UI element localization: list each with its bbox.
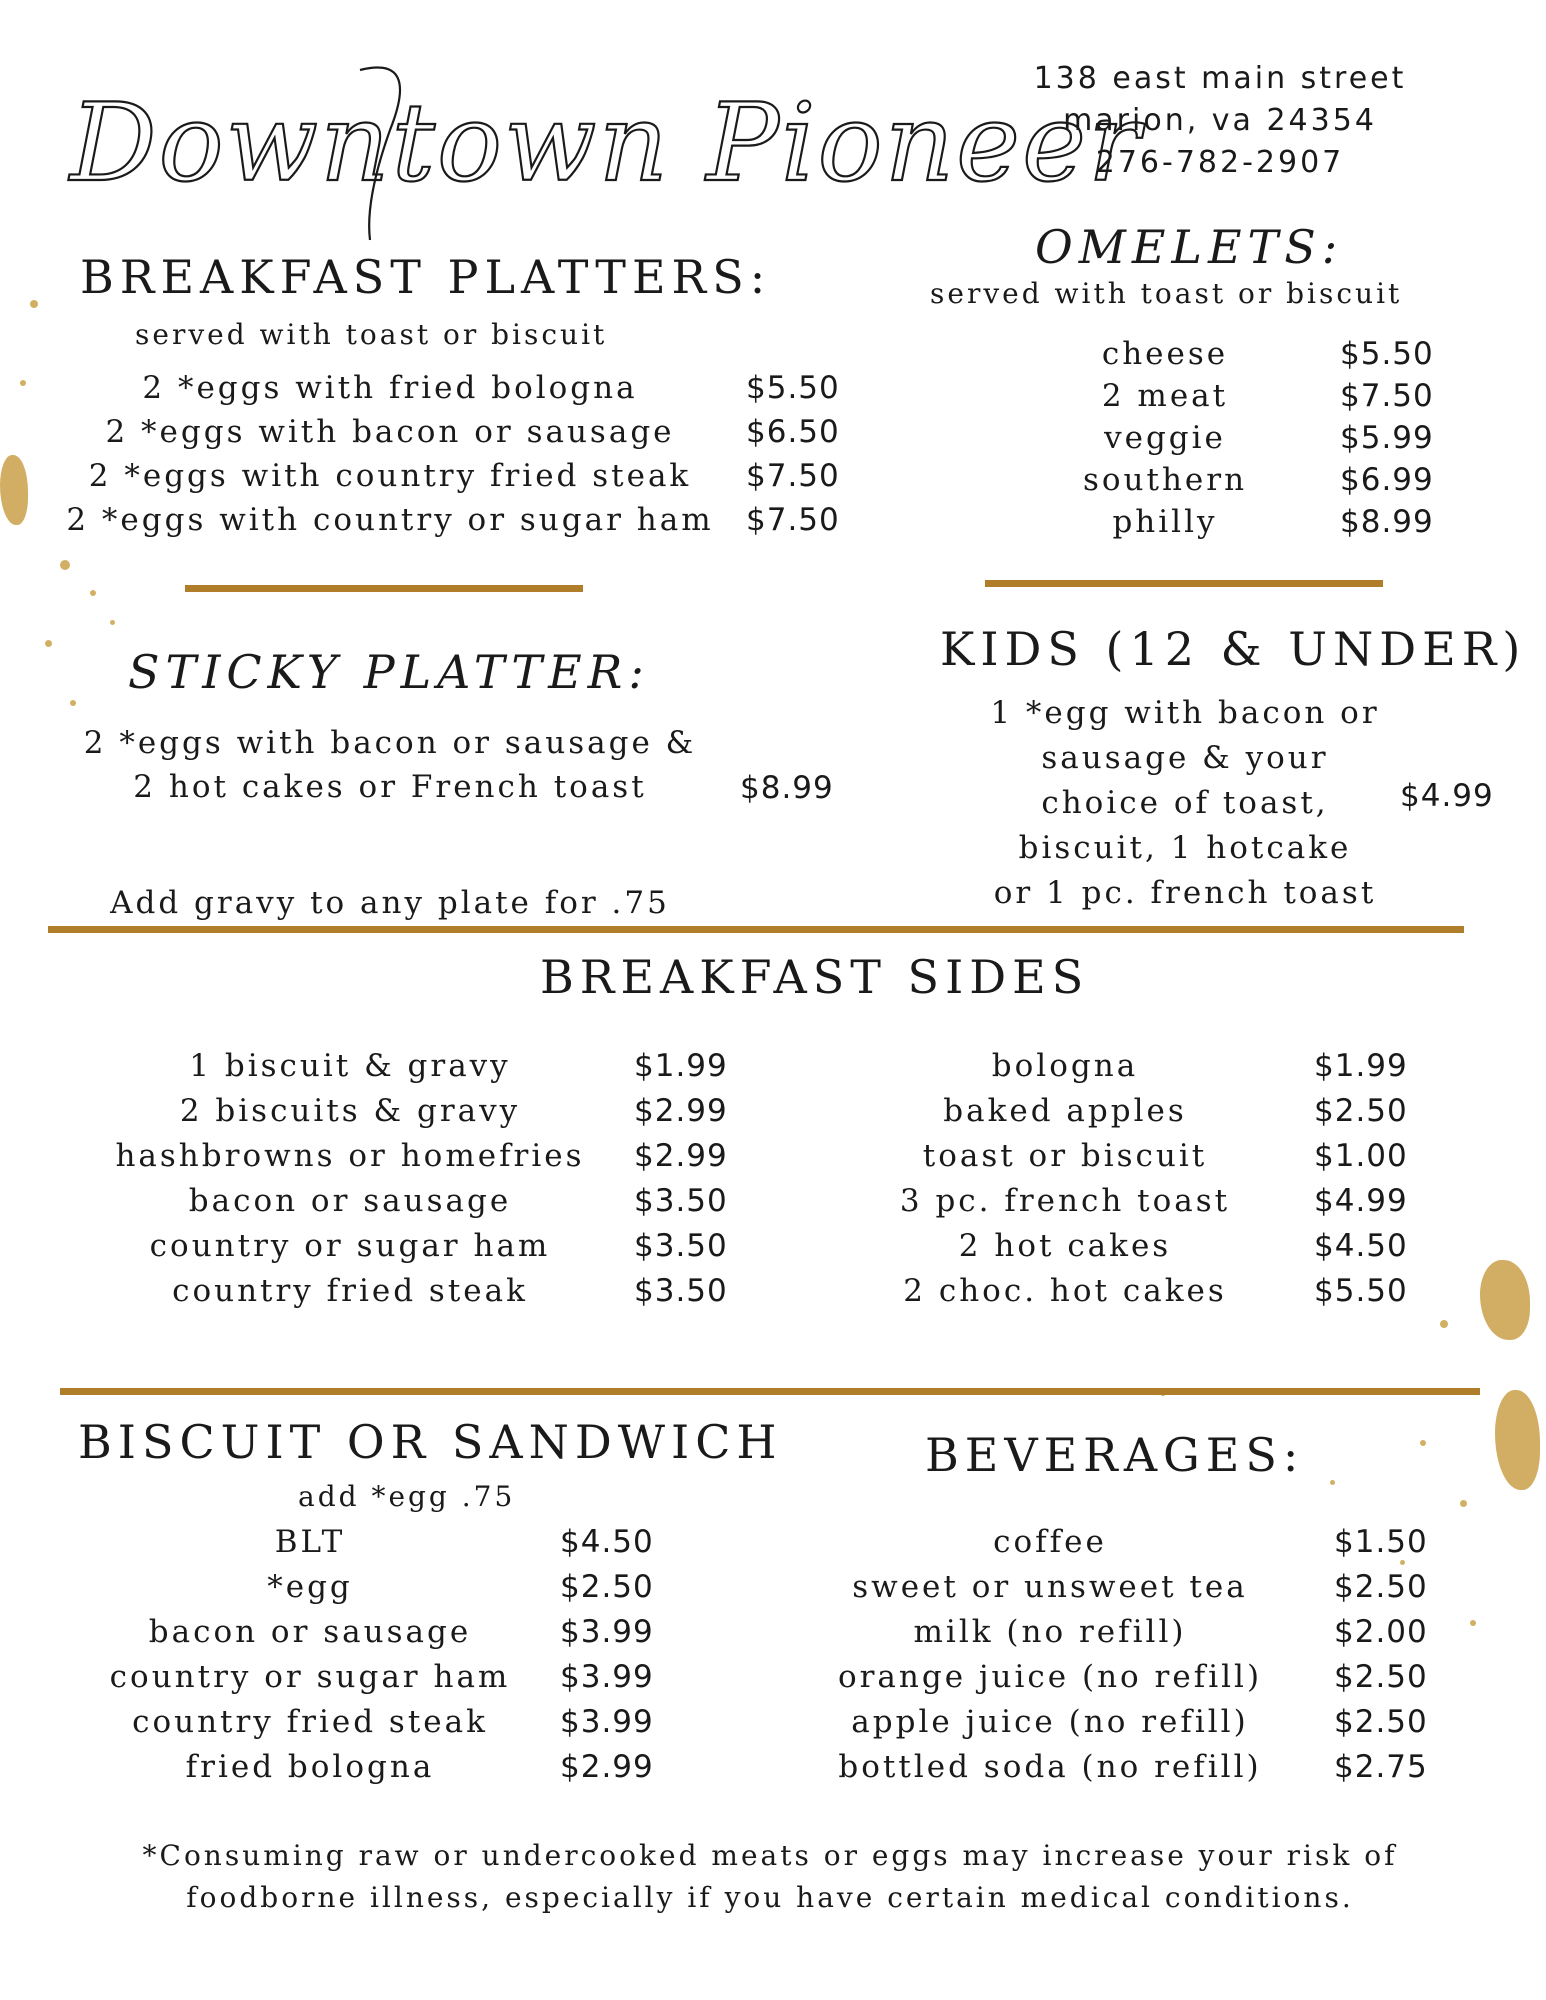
item-name: orange juice (no refill) xyxy=(837,1659,1263,1695)
list-item xyxy=(880,1048,1408,1093)
list-item xyxy=(60,414,840,458)
list-item xyxy=(820,1524,1428,1569)
item-price: $2.99 xyxy=(634,1093,728,1129)
sticky-platter-desc xyxy=(70,725,710,813)
item-price: $2.75 xyxy=(1334,1749,1428,1785)
item-price: $2.99 xyxy=(560,1749,654,1785)
item-price: $1.99 xyxy=(634,1048,728,1084)
item-price: $8.99 xyxy=(1340,504,1434,540)
item-name: country or sugar ham xyxy=(109,1659,511,1695)
item-price: $7.50 xyxy=(746,502,840,538)
list-item xyxy=(820,1569,1428,1614)
list-item xyxy=(880,1138,1408,1183)
biscuit-sandwich-title: BISCUIT OR SANDWICH xyxy=(78,1415,783,1469)
item-name: *egg xyxy=(267,1569,353,1605)
item-line: sausage & your xyxy=(1041,740,1329,776)
address-city: marion, va 24354 xyxy=(1063,103,1377,138)
gravy-note: Add gravy to any plate for .75 xyxy=(110,885,670,921)
list-item xyxy=(1040,378,1434,420)
item-price: $7.50 xyxy=(1340,378,1434,414)
item-name: 2 *eggs with bacon or sausage xyxy=(105,414,675,450)
list-item xyxy=(1040,462,1434,504)
item-price: $3.99 xyxy=(560,1659,654,1695)
list-item xyxy=(110,1138,728,1183)
item-name: coffee xyxy=(993,1524,1107,1560)
item-price: $3.50 xyxy=(634,1183,728,1219)
item-line: 2 hot cakes or French toast xyxy=(133,769,647,805)
health-disclaimer xyxy=(60,1835,1480,1919)
beverages-title: BEVERAGES: xyxy=(925,1428,1305,1482)
item-name: 2 biscuits & gravy xyxy=(179,1093,521,1129)
breakfast-platters-subtitle: served with toast or biscuit xyxy=(135,318,608,351)
item-price: $2.50 xyxy=(1334,1659,1428,1695)
item-price: $6.50 xyxy=(746,414,840,450)
item-price: $1.50 xyxy=(1334,1524,1428,1560)
breakfast-platters-list xyxy=(60,370,840,546)
list-item xyxy=(100,1704,654,1749)
item-name: philly xyxy=(1112,504,1218,540)
item-price: $2.50 xyxy=(560,1569,654,1605)
list-item xyxy=(820,1659,1428,1704)
list-item xyxy=(1040,336,1434,378)
list-item xyxy=(60,502,840,546)
list-item xyxy=(880,1093,1408,1138)
item-name: fried bologna xyxy=(185,1749,435,1785)
list-item xyxy=(110,1093,728,1138)
brand-logo xyxy=(60,40,1142,250)
item-name: 1 biscuit & gravy xyxy=(189,1048,511,1084)
breakfast-platters-title: BREAKFAST PLATTERS: xyxy=(80,250,772,304)
item-name: milk (no refill) xyxy=(913,1614,1187,1650)
list-item xyxy=(880,1183,1408,1228)
kids-desc xyxy=(960,695,1410,920)
item-name: sweet or unsweet tea xyxy=(852,1569,1248,1605)
list-item xyxy=(820,1704,1428,1749)
item-name: country or sugar ham xyxy=(149,1228,551,1264)
divider xyxy=(185,585,583,592)
item-name: BLT xyxy=(274,1524,346,1560)
item-name: veggie xyxy=(1104,420,1226,456)
item-price: $2.50 xyxy=(1334,1704,1428,1740)
breakfast-sides-right-list xyxy=(880,1048,1408,1318)
item-price: $4.99 xyxy=(1314,1183,1408,1219)
item-name: bacon or sausage xyxy=(148,1614,472,1650)
item-name: bologna xyxy=(991,1048,1139,1084)
list-item xyxy=(1040,420,1434,462)
list-item xyxy=(880,1273,1408,1318)
item-name: apple juice (no refill) xyxy=(851,1704,1249,1740)
item-name: toast or biscuit xyxy=(922,1138,1208,1174)
omelets-list xyxy=(1040,336,1434,546)
item-price: $3.99 xyxy=(560,1704,654,1740)
item-name: 2 hot cakes xyxy=(958,1228,1172,1264)
item-price: $5.50 xyxy=(1314,1273,1408,1309)
address-street: 138 east main street xyxy=(1033,61,1407,96)
address-block xyxy=(1000,58,1440,184)
list-item xyxy=(880,1228,1408,1273)
kids-price: $4.99 xyxy=(1400,778,1494,814)
list-item xyxy=(100,1659,654,1704)
divider xyxy=(60,1388,1480,1395)
sticky-platter-title: STICKY PLATTER: xyxy=(128,645,650,699)
divider xyxy=(985,580,1383,587)
item-line: 1 *egg with bacon or xyxy=(990,695,1380,731)
item-price: $5.99 xyxy=(1340,420,1434,456)
item-price: $7.50 xyxy=(746,458,840,494)
item-price: $6.99 xyxy=(1340,462,1434,498)
item-price: $2.50 xyxy=(1334,1569,1428,1605)
item-price: $3.50 xyxy=(634,1228,728,1264)
breakfast-sides-title: BREAKFAST SIDES xyxy=(540,950,1090,1004)
item-line: biscuit, 1 hotcake xyxy=(1018,830,1352,866)
item-name: 2 *eggs with country or sugar ham xyxy=(66,502,714,538)
list-item xyxy=(110,1273,728,1318)
sticky-platter-price: $8.99 xyxy=(740,770,834,806)
item-name: bacon or sausage xyxy=(188,1183,512,1219)
disclaimer-line: foodborne illness, especially if you have certain medical conditions. xyxy=(186,1881,1354,1914)
svg-text:Downtown Pioneer: Downtown Pioneer xyxy=(70,81,1142,206)
item-name: country fried steak xyxy=(172,1273,528,1309)
item-name: country fried steak xyxy=(132,1704,488,1740)
beverages-list xyxy=(820,1524,1428,1794)
list-item xyxy=(110,1183,728,1228)
item-name: 2 choc. hot cakes xyxy=(903,1273,1227,1309)
item-price: $3.99 xyxy=(560,1614,654,1650)
item-price: $1.00 xyxy=(1314,1138,1408,1174)
divider xyxy=(48,926,1464,933)
item-name: 3 pc. french toast xyxy=(899,1183,1231,1219)
list-item xyxy=(110,1228,728,1273)
item-name: bottled soda (no refill) xyxy=(838,1749,1262,1785)
item-line: or 1 pc. french toast xyxy=(993,875,1377,911)
item-name: baked apples xyxy=(943,1093,1187,1129)
breakfast-sides-left-list xyxy=(110,1048,728,1318)
item-price: $1.99 xyxy=(1314,1048,1408,1084)
omelets-subtitle: served with toast or biscuit xyxy=(930,277,1403,310)
address-phone: 276-782-2907 xyxy=(1095,145,1345,180)
item-line: choice of toast, xyxy=(1041,785,1329,821)
item-price: $5.50 xyxy=(1340,336,1434,372)
item-name: southern xyxy=(1082,462,1248,498)
list-item xyxy=(100,1524,654,1569)
list-item xyxy=(100,1569,654,1614)
item-price: $4.50 xyxy=(1314,1228,1408,1264)
item-price: $2.99 xyxy=(634,1138,728,1174)
kids-title: KIDS (12 & UNDER) xyxy=(940,622,1527,676)
disclaimer-line: *Consuming raw or undercooked meats or eggs may increase your risk of xyxy=(142,1839,1398,1872)
item-price: $2.50 xyxy=(1314,1093,1408,1129)
item-line: 2 *eggs with bacon or sausage & xyxy=(83,725,697,761)
item-name: 2 *eggs with country fried steak xyxy=(88,458,692,494)
list-item xyxy=(820,1614,1428,1659)
item-name: cheese xyxy=(1101,336,1229,372)
item-name: 2 meat xyxy=(1101,378,1229,414)
item-price: $3.50 xyxy=(634,1273,728,1309)
item-name: hashbrowns or homefries xyxy=(115,1138,585,1174)
list-item xyxy=(1040,504,1434,546)
list-item xyxy=(100,1749,654,1794)
item-price: $4.50 xyxy=(560,1524,654,1560)
item-price: $2.00 xyxy=(1334,1614,1428,1650)
list-item xyxy=(820,1749,1428,1794)
omelets-title: OMELETS: xyxy=(1035,220,1344,274)
list-item xyxy=(100,1614,654,1659)
biscuit-sandwich-list xyxy=(100,1524,654,1794)
list-item xyxy=(110,1048,728,1093)
item-name: 2 *eggs with fried bologna xyxy=(142,370,638,406)
item-price: $5.50 xyxy=(746,370,840,406)
list-item xyxy=(60,458,840,502)
list-item xyxy=(60,370,840,414)
biscuit-sandwich-subtitle: add *egg .75 xyxy=(298,1480,516,1513)
